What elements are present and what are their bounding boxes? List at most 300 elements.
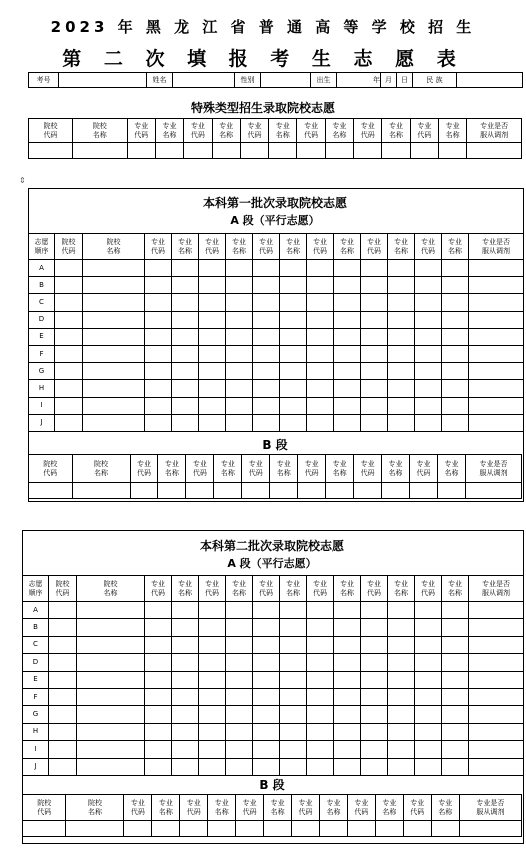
- form-cell[interactable]: [415, 758, 442, 775]
- form-cell[interactable]: [307, 706, 334, 723]
- form-cell[interactable]: [415, 345, 442, 362]
- form-cell[interactable]: [361, 741, 388, 758]
- form-cell[interactable]: [83, 311, 145, 328]
- form-cell[interactable]: [388, 602, 415, 619]
- form-cell[interactable]: [23, 821, 66, 837]
- form-cell[interactable]: [388, 328, 415, 345]
- form-cell[interactable]: [442, 328, 469, 345]
- form-cell[interactable]: [145, 723, 172, 740]
- form-cell[interactable]: [442, 636, 469, 653]
- form-cell[interactable]: [361, 328, 388, 345]
- form-cell[interactable]: [334, 619, 361, 636]
- form-cell[interactable]: [442, 602, 469, 619]
- form-cell[interactable]: [439, 143, 467, 159]
- form-cell[interactable]: [145, 328, 172, 345]
- form-cell[interactable]: [172, 758, 199, 775]
- form-cell[interactable]: [361, 311, 388, 328]
- form-cell[interactable]: [236, 821, 264, 837]
- form-cell[interactable]: [145, 741, 172, 758]
- form-cell[interactable]: [354, 483, 382, 499]
- form-cell[interactable]: [292, 821, 320, 837]
- form-cell[interactable]: [226, 414, 253, 431]
- form-cell[interactable]: [442, 688, 469, 705]
- form-cell[interactable]: [184, 143, 212, 159]
- form-cell[interactable]: [307, 636, 334, 653]
- form-cell[interactable]: [199, 688, 226, 705]
- form-cell[interactable]: [388, 380, 415, 397]
- form-cell[interactable]: [388, 363, 415, 380]
- form-cell[interactable]: [49, 654, 77, 671]
- form-cell[interactable]: [77, 636, 145, 653]
- born-month-field[interactable]: [381, 73, 397, 88]
- form-cell[interactable]: [415, 619, 442, 636]
- form-cell[interactable]: [361, 260, 388, 277]
- form-cell[interactable]: [83, 277, 145, 294]
- form-cell[interactable]: [226, 706, 253, 723]
- form-cell[interactable]: [145, 706, 172, 723]
- form-cell[interactable]: [307, 380, 334, 397]
- form-cell[interactable]: [55, 363, 83, 380]
- form-cell[interactable]: [307, 654, 334, 671]
- form-cell[interactable]: [388, 636, 415, 653]
- form-cell[interactable]: [226, 294, 253, 311]
- form-cell[interactable]: [442, 363, 469, 380]
- form-cell[interactable]: [199, 671, 226, 688]
- form-cell[interactable]: [49, 723, 77, 740]
- form-cell[interactable]: [49, 602, 77, 619]
- form-cell[interactable]: [388, 260, 415, 277]
- form-cell[interactable]: [240, 143, 268, 159]
- form-cell[interactable]: [307, 260, 334, 277]
- form-cell[interactable]: [280, 758, 307, 775]
- form-cell[interactable]: [199, 277, 226, 294]
- form-cell[interactable]: [264, 821, 292, 837]
- form-cell[interactable]: [226, 380, 253, 397]
- form-cell[interactable]: [361, 345, 388, 362]
- form-cell[interactable]: [361, 723, 388, 740]
- form-cell[interactable]: [83, 260, 145, 277]
- form-cell[interactable]: [410, 483, 438, 499]
- form-cell[interactable]: [280, 380, 307, 397]
- form-cell[interactable]: [320, 821, 348, 837]
- form-cell[interactable]: [208, 821, 236, 837]
- form-cell[interactable]: [334, 397, 361, 414]
- form-cell[interactable]: [253, 277, 280, 294]
- form-cell[interactable]: [83, 397, 145, 414]
- form-cell[interactable]: [280, 671, 307, 688]
- form-cell[interactable]: [253, 328, 280, 345]
- form-cell[interactable]: [382, 483, 410, 499]
- form-cell[interactable]: [145, 311, 172, 328]
- form-cell[interactable]: [280, 619, 307, 636]
- form-cell[interactable]: [388, 671, 415, 688]
- form-cell[interactable]: [226, 363, 253, 380]
- form-cell[interactable]: [325, 143, 353, 159]
- form-cell[interactable]: [77, 602, 145, 619]
- form-cell[interactable]: [145, 380, 172, 397]
- form-cell[interactable]: [469, 654, 524, 671]
- form-cell[interactable]: [334, 294, 361, 311]
- form-cell[interactable]: [442, 294, 469, 311]
- form-cell[interactable]: [307, 688, 334, 705]
- form-cell[interactable]: [226, 654, 253, 671]
- form-cell[interactable]: [307, 311, 334, 328]
- form-cell[interactable]: [83, 294, 145, 311]
- form-cell[interactable]: [145, 294, 172, 311]
- form-cell[interactable]: [415, 688, 442, 705]
- form-cell[interactable]: [199, 619, 226, 636]
- form-cell[interactable]: [442, 380, 469, 397]
- form-cell[interactable]: [199, 363, 226, 380]
- form-cell[interactable]: [469, 636, 524, 653]
- form-cell[interactable]: [469, 671, 524, 688]
- form-cell[interactable]: [469, 688, 524, 705]
- form-cell[interactable]: [388, 688, 415, 705]
- form-cell[interactable]: [226, 277, 253, 294]
- form-cell[interactable]: [172, 345, 199, 362]
- form-cell[interactable]: [226, 311, 253, 328]
- form-cell[interactable]: [469, 723, 524, 740]
- form-cell[interactable]: [145, 636, 172, 653]
- form-cell[interactable]: [469, 311, 524, 328]
- form-cell[interactable]: [334, 758, 361, 775]
- form-cell[interactable]: [307, 414, 334, 431]
- form-cell[interactable]: [388, 345, 415, 362]
- form-cell[interactable]: [415, 723, 442, 740]
- form-cell[interactable]: [172, 654, 199, 671]
- form-cell[interactable]: [388, 723, 415, 740]
- form-cell[interactable]: [280, 706, 307, 723]
- born-year-field[interactable]: [337, 73, 381, 88]
- form-cell[interactable]: [145, 602, 172, 619]
- form-cell[interactable]: [199, 654, 226, 671]
- form-cell[interactable]: [334, 260, 361, 277]
- form-cell[interactable]: [415, 277, 442, 294]
- form-cell[interactable]: [307, 363, 334, 380]
- form-cell[interactable]: [49, 688, 77, 705]
- form-cell[interactable]: [49, 741, 77, 758]
- form-cell[interactable]: [361, 294, 388, 311]
- form-cell[interactable]: [49, 636, 77, 653]
- form-cell[interactable]: [361, 654, 388, 671]
- form-cell[interactable]: [469, 380, 524, 397]
- form-cell[interactable]: [280, 363, 307, 380]
- form-cell[interactable]: [253, 311, 280, 328]
- form-cell[interactable]: [280, 741, 307, 758]
- form-cell[interactable]: [172, 328, 199, 345]
- form-cell[interactable]: [49, 671, 77, 688]
- form-cell[interactable]: [226, 328, 253, 345]
- form-cell[interactable]: [280, 311, 307, 328]
- form-cell[interactable]: [226, 636, 253, 653]
- form-cell[interactable]: [49, 619, 77, 636]
- form-cell[interactable]: [361, 688, 388, 705]
- form-cell[interactable]: [459, 821, 521, 837]
- form-cell[interactable]: [280, 294, 307, 311]
- form-cell[interactable]: [145, 671, 172, 688]
- form-cell[interactable]: [253, 345, 280, 362]
- form-cell[interactable]: [199, 706, 226, 723]
- form-cell[interactable]: [307, 345, 334, 362]
- form-cell[interactable]: [415, 671, 442, 688]
- form-cell[interactable]: [307, 723, 334, 740]
- form-cell[interactable]: [199, 758, 226, 775]
- form-cell[interactable]: [124, 821, 152, 837]
- form-cell[interactable]: [415, 414, 442, 431]
- form-cell[interactable]: [469, 602, 524, 619]
- form-cell[interactable]: [253, 363, 280, 380]
- form-cell[interactable]: [280, 328, 307, 345]
- form-cell[interactable]: [253, 380, 280, 397]
- form-cell[interactable]: [55, 414, 83, 431]
- form-cell[interactable]: [253, 294, 280, 311]
- form-cell[interactable]: [77, 758, 145, 775]
- form-cell[interactable]: [145, 619, 172, 636]
- form-cell[interactable]: [469, 363, 524, 380]
- form-cell[interactable]: [199, 602, 226, 619]
- form-cell[interactable]: [442, 397, 469, 414]
- form-cell[interactable]: [415, 602, 442, 619]
- form-cell[interactable]: [77, 619, 145, 636]
- form-cell[interactable]: [253, 414, 280, 431]
- form-cell[interactable]: [127, 143, 155, 159]
- form-cell[interactable]: [253, 602, 280, 619]
- form-cell[interactable]: [49, 758, 77, 775]
- form-cell[interactable]: [280, 260, 307, 277]
- form-cell[interactable]: [334, 345, 361, 362]
- form-cell[interactable]: [347, 821, 375, 837]
- form-cell[interactable]: [442, 706, 469, 723]
- form-cell[interactable]: [253, 397, 280, 414]
- form-cell[interactable]: [469, 328, 524, 345]
- form-cell[interactable]: [442, 311, 469, 328]
- form-cell[interactable]: [172, 706, 199, 723]
- table-move-handle-icon[interactable]: ⇕: [19, 176, 26, 185]
- form-cell[interactable]: [388, 741, 415, 758]
- form-cell[interactable]: [212, 143, 240, 159]
- form-cell[interactable]: [334, 741, 361, 758]
- form-cell[interactable]: [83, 363, 145, 380]
- form-cell[interactable]: [469, 741, 524, 758]
- form-cell[interactable]: [55, 328, 83, 345]
- form-cell[interactable]: [269, 143, 297, 159]
- form-cell[interactable]: [253, 636, 280, 653]
- form-cell[interactable]: [172, 311, 199, 328]
- form-cell[interactable]: [158, 483, 186, 499]
- form-cell[interactable]: [334, 654, 361, 671]
- form-cell[interactable]: [180, 821, 208, 837]
- form-cell[interactable]: [214, 483, 242, 499]
- form-cell[interactable]: [388, 277, 415, 294]
- form-cell[interactable]: [469, 260, 524, 277]
- form-cell[interactable]: [415, 294, 442, 311]
- form-cell[interactable]: [415, 636, 442, 653]
- form-cell[interactable]: [226, 602, 253, 619]
- form-cell[interactable]: [199, 294, 226, 311]
- form-cell[interactable]: [199, 723, 226, 740]
- form-cell[interactable]: [226, 397, 253, 414]
- form-cell[interactable]: [334, 380, 361, 397]
- form-cell[interactable]: [253, 706, 280, 723]
- form-cell[interactable]: [253, 654, 280, 671]
- form-cell[interactable]: [415, 328, 442, 345]
- form-cell[interactable]: [172, 363, 199, 380]
- form-cell[interactable]: [145, 345, 172, 362]
- form-cell[interactable]: [77, 723, 145, 740]
- form-cell[interactable]: [469, 619, 524, 636]
- form-cell[interactable]: [29, 483, 73, 499]
- form-cell[interactable]: [403, 821, 431, 837]
- form-cell[interactable]: [145, 277, 172, 294]
- form-cell[interactable]: [253, 723, 280, 740]
- form-cell[interactable]: [415, 380, 442, 397]
- form-cell[interactable]: [242, 483, 270, 499]
- form-cell[interactable]: [172, 414, 199, 431]
- form-cell[interactable]: [172, 397, 199, 414]
- form-cell[interactable]: [334, 602, 361, 619]
- form-cell[interactable]: [469, 345, 524, 362]
- form-cell[interactable]: [415, 397, 442, 414]
- form-cell[interactable]: [280, 277, 307, 294]
- form-cell[interactable]: [73, 143, 128, 159]
- form-cell[interactable]: [334, 414, 361, 431]
- form-cell[interactable]: [55, 397, 83, 414]
- form-cell[interactable]: [361, 414, 388, 431]
- form-cell[interactable]: [199, 345, 226, 362]
- form-cell[interactable]: [280, 602, 307, 619]
- form-cell[interactable]: [361, 363, 388, 380]
- form-cell[interactable]: [307, 619, 334, 636]
- form-cell[interactable]: [415, 706, 442, 723]
- form-cell[interactable]: [186, 483, 214, 499]
- form-cell[interactable]: [388, 758, 415, 775]
- form-cell[interactable]: [280, 688, 307, 705]
- form-cell[interactable]: [431, 821, 459, 837]
- form-cell[interactable]: [307, 671, 334, 688]
- form-cell[interactable]: [55, 277, 83, 294]
- form-cell[interactable]: [83, 345, 145, 362]
- form-cell[interactable]: [199, 328, 226, 345]
- form-cell[interactable]: [172, 688, 199, 705]
- form-cell[interactable]: [253, 619, 280, 636]
- form-cell[interactable]: [130, 483, 158, 499]
- form-cell[interactable]: [410, 143, 438, 159]
- form-cell[interactable]: [55, 260, 83, 277]
- form-cell[interactable]: [469, 758, 524, 775]
- form-cell[interactable]: [280, 345, 307, 362]
- form-cell[interactable]: [253, 741, 280, 758]
- ethnicity-field[interactable]: [457, 73, 523, 88]
- form-cell[interactable]: [469, 397, 524, 414]
- form-cell[interactable]: [469, 706, 524, 723]
- form-cell[interactable]: [226, 671, 253, 688]
- form-cell[interactable]: [388, 294, 415, 311]
- form-cell[interactable]: [388, 414, 415, 431]
- form-cell[interactable]: [226, 758, 253, 775]
- form-cell[interactable]: [280, 397, 307, 414]
- form-cell[interactable]: [388, 654, 415, 671]
- form-cell[interactable]: [172, 671, 199, 688]
- form-cell[interactable]: [145, 688, 172, 705]
- form-cell[interactable]: [72, 483, 130, 499]
- form-cell[interactable]: [415, 260, 442, 277]
- form-cell[interactable]: [442, 277, 469, 294]
- form-cell[interactable]: [469, 294, 524, 311]
- form-cell[interactable]: [334, 363, 361, 380]
- form-cell[interactable]: [465, 483, 521, 499]
- form-cell[interactable]: [469, 277, 524, 294]
- form-cell[interactable]: [172, 619, 199, 636]
- form-cell[interactable]: [145, 397, 172, 414]
- form-cell[interactable]: [172, 741, 199, 758]
- form-cell[interactable]: [307, 328, 334, 345]
- form-cell[interactable]: [415, 311, 442, 328]
- form-cell[interactable]: [334, 328, 361, 345]
- form-cell[interactable]: [334, 311, 361, 328]
- form-cell[interactable]: [253, 758, 280, 775]
- form-cell[interactable]: [172, 277, 199, 294]
- form-cell[interactable]: [334, 688, 361, 705]
- form-cell[interactable]: [55, 294, 83, 311]
- form-cell[interactable]: [388, 619, 415, 636]
- form-cell[interactable]: [226, 345, 253, 362]
- born-day-field[interactable]: [397, 73, 413, 88]
- form-cell[interactable]: [361, 671, 388, 688]
- form-cell[interactable]: [442, 758, 469, 775]
- form-cell[interactable]: [155, 143, 183, 159]
- form-cell[interactable]: [298, 483, 326, 499]
- form-cell[interactable]: [469, 414, 524, 431]
- form-cell[interactable]: [354, 143, 382, 159]
- form-cell[interactable]: [334, 723, 361, 740]
- form-cell[interactable]: [388, 397, 415, 414]
- form-cell[interactable]: [361, 636, 388, 653]
- name-field[interactable]: [173, 73, 235, 88]
- form-cell[interactable]: [280, 414, 307, 431]
- form-cell[interactable]: [172, 723, 199, 740]
- form-cell[interactable]: [83, 380, 145, 397]
- form-cell[interactable]: [437, 483, 465, 499]
- form-cell[interactable]: [83, 328, 145, 345]
- form-cell[interactable]: [77, 671, 145, 688]
- form-cell[interactable]: [307, 294, 334, 311]
- form-cell[interactable]: [307, 277, 334, 294]
- form-cell[interactable]: [442, 741, 469, 758]
- form-cell[interactable]: [280, 636, 307, 653]
- form-cell[interactable]: [297, 143, 325, 159]
- form-cell[interactable]: [375, 821, 403, 837]
- form-cell[interactable]: [442, 671, 469, 688]
- form-cell[interactable]: [152, 821, 180, 837]
- form-cell[interactable]: [361, 758, 388, 775]
- form-cell[interactable]: [361, 380, 388, 397]
- form-cell[interactable]: [253, 688, 280, 705]
- form-cell[interactable]: [415, 363, 442, 380]
- form-cell[interactable]: [361, 602, 388, 619]
- form-cell[interactable]: [415, 654, 442, 671]
- form-cell[interactable]: [226, 619, 253, 636]
- form-cell[interactable]: [388, 311, 415, 328]
- form-cell[interactable]: [29, 143, 73, 159]
- form-cell[interactable]: [253, 260, 280, 277]
- form-cell[interactable]: [280, 654, 307, 671]
- form-cell[interactable]: [172, 602, 199, 619]
- form-cell[interactable]: [172, 636, 199, 653]
- form-cell[interactable]: [145, 260, 172, 277]
- form-cell[interactable]: [226, 741, 253, 758]
- form-cell[interactable]: [77, 688, 145, 705]
- form-cell[interactable]: [199, 380, 226, 397]
